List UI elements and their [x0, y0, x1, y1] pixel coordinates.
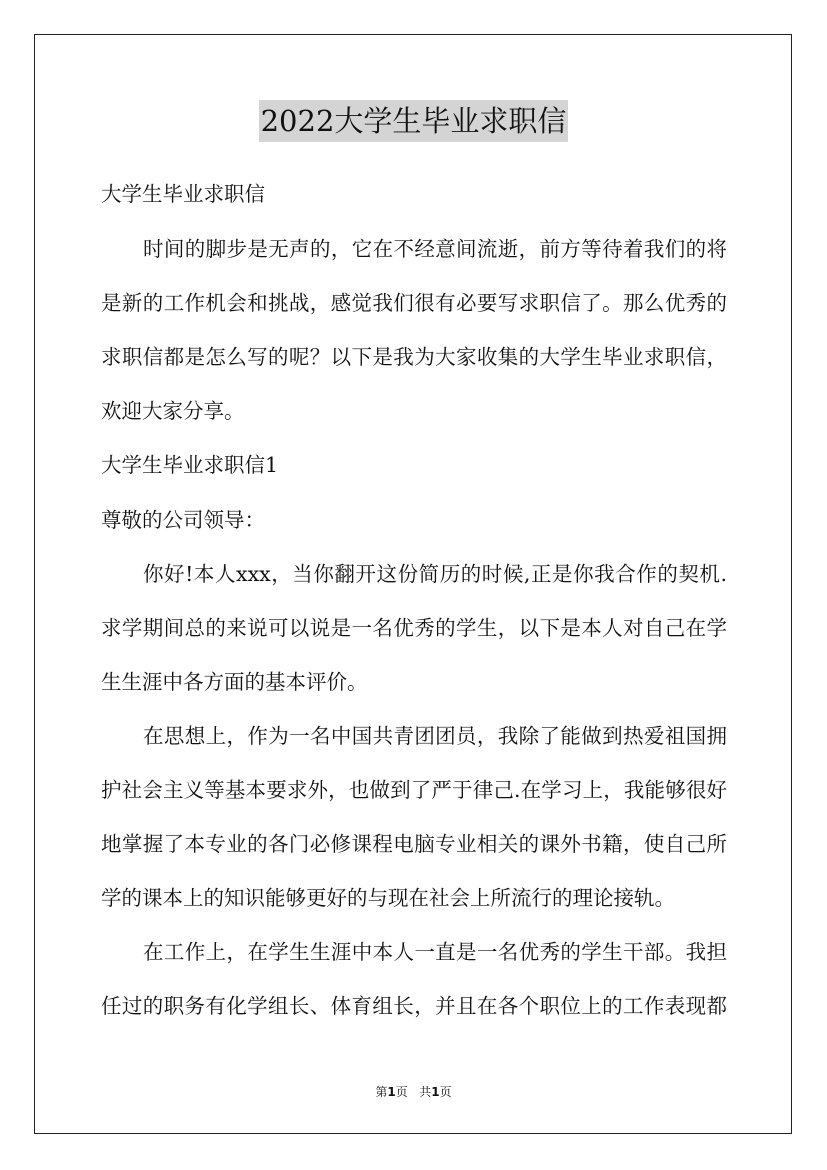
salutation: 尊敬的公司领导： [101, 508, 265, 532]
total-suffix: 页 [439, 1085, 452, 1099]
paragraph-line: 欢迎大家分享。 [101, 399, 245, 423]
document-title: 2022大学生毕业求职信 [259, 100, 569, 142]
paragraph-line: 生生涯中各方面的基本评价。 [101, 670, 368, 694]
paragraph-line: 地掌握了本专业的各门必修课程电脑专业相关的课外书籍，使自己所 [101, 832, 727, 856]
paragraph-line: 你好!本人xxx，当你翻开这份简历的时候,正是你我合作的契机. [143, 562, 727, 586]
paragraph-line: 求学期间总的来说可以说是一名优秀的学生，以下是本人对自己在学 [101, 616, 727, 640]
title-container [0, 100, 827, 142]
page-suffix: 页 [395, 1085, 408, 1099]
letter-heading: 大学生毕业求职信1 [101, 453, 279, 477]
paragraph-line: 护社会主义等基本要求外，也做到了严于律己.在学习上，我能够很好 [101, 778, 727, 802]
paragraph-line: 在工作上，在学生生涯中本人一直是一名优秀的学生干部。我担 [143, 940, 727, 964]
page-prefix: 第 [375, 1085, 388, 1099]
paragraph-line: 学的课本上的知识能够更好的与现在社会上所流行的理论接轨。 [101, 886, 675, 910]
paragraph-line: 是新的工作机会和挑战，感觉我们很有必要写求职信了。那么优秀的 [101, 291, 727, 315]
page-footer [0, 1084, 827, 1100]
paragraph-line: 任过的职务有化学组长、体育组长，并且在各个职位上的工作表现都 [101, 994, 727, 1018]
total-prefix: 共 [419, 1085, 432, 1099]
paragraph-line: 在思想上，作为一名中国共青团团员，我除了能做到热爱祖国拥 [143, 724, 727, 748]
page-number: 1 [387, 1085, 396, 1099]
paragraph-line: 时间的脚步是无声的，它在不经意间流逝，前方等待着我们的将 [143, 237, 727, 261]
total-pages: 1 [431, 1085, 440, 1099]
paragraph-line: 求职信都是怎么写的呢？以下是我为大家收集的大学生毕业求职信， [101, 345, 727, 369]
section-heading: 大学生毕业求职信 [101, 182, 265, 206]
